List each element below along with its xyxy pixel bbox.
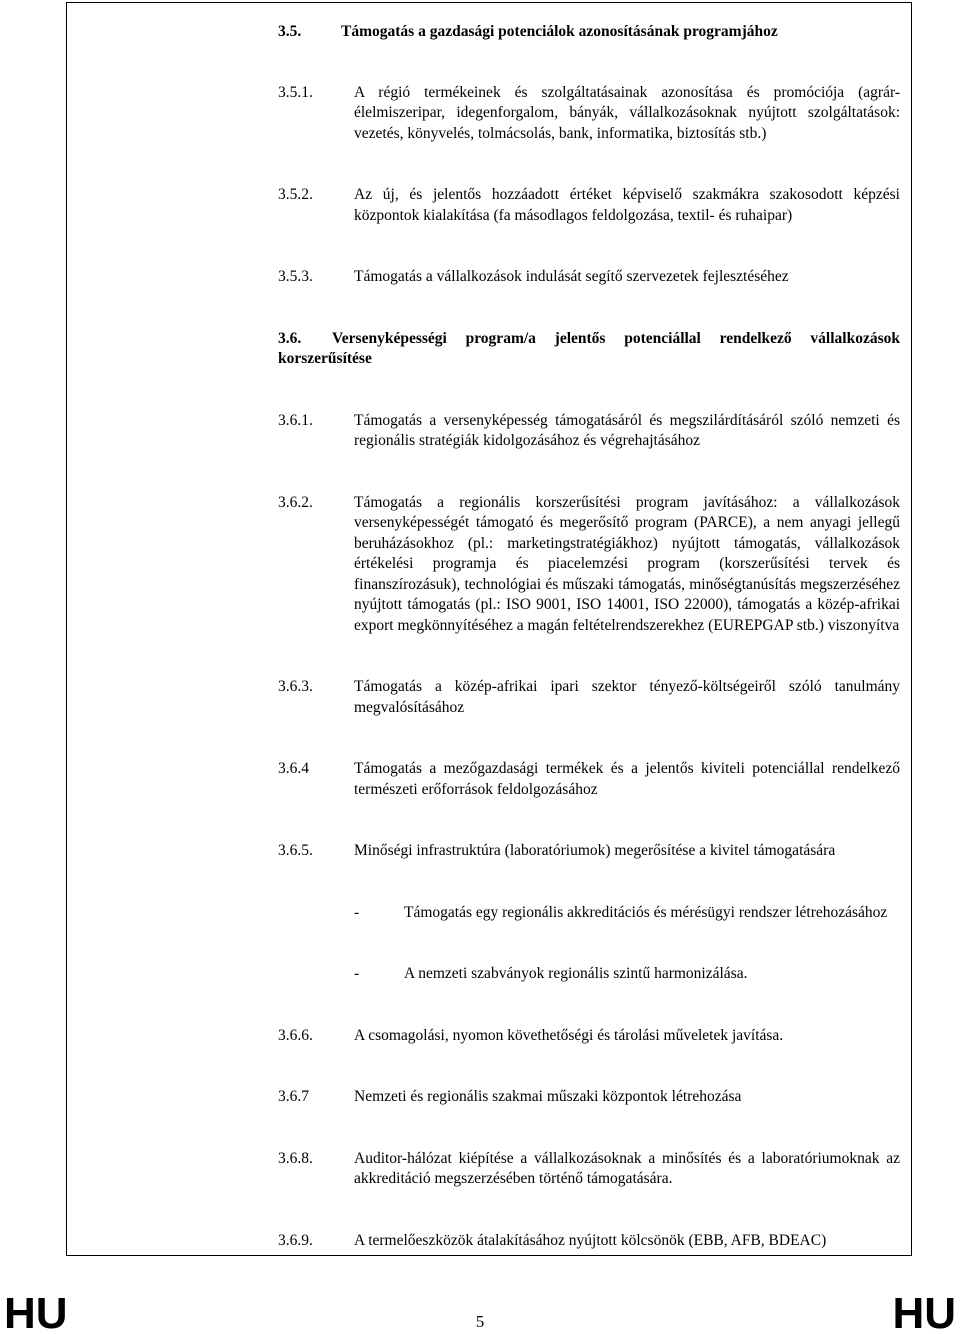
item-number: 3.5.1. (278, 83, 313, 101)
bullet-item (278, 903, 900, 924)
item-text: Auditor-hálózat kiépítése a vállalkozásoknak a minősítés és a laboratóriumoknak az akkreditáció megszerzésében történő támogatására. (354, 1149, 900, 1187)
section-number: 3.5. (278, 23, 302, 40)
bullet-dash: - (354, 965, 360, 982)
item-number: 3.6.4 (278, 760, 309, 777)
list-item (278, 1087, 900, 1108)
item-number: 3.6.7 (278, 1088, 309, 1105)
list-item (278, 841, 900, 862)
item-text: A csomagolási, nyomon követhetőségi és tárolási műveletek javítása. (354, 1026, 784, 1044)
list-item (278, 185, 900, 226)
footer-country-code-left: HU (4, 1289, 68, 1334)
list-item (278, 1026, 900, 1047)
item-number: 3.5.2. (278, 186, 313, 203)
item-text: Minőségi infrastruktúra (laboratóriumok) megerősítése a kivitel támogatására (354, 842, 836, 859)
item-number: 3.6.2. (278, 493, 313, 511)
item-number: 3.6.6. (278, 1026, 313, 1044)
list-item (278, 1149, 900, 1190)
item-text: Támogatás a közép-afrikai ipari szektor tényező-költségeiről szóló tanulmány megvalósításához (354, 678, 900, 716)
bullet-item (278, 964, 900, 985)
item-text: Támogatás a mezőgazdasági termékek és a jelentős kiviteli potenciállal rendelkező természeti erőforrások feldolgozásához (354, 760, 900, 798)
item-text: A termelőeszközök átalakításához nyújtott kölcsönök (EBB, AFB, BDEAC) (354, 1231, 827, 1249)
section-heading-3-5 (278, 22, 900, 43)
section-title: Versenyképességi program/a jelentős potenciállal rendelkező vállalkozások korszerűsítése (278, 329, 900, 367)
list-item (278, 411, 900, 452)
item-text: Nemzeti és regionális szakmai műszaki központok létrehozása (354, 1088, 742, 1105)
item-number: 3.6.3. (278, 678, 313, 695)
list-item (278, 677, 900, 718)
section-heading-3-6 (278, 329, 900, 370)
item-text: Támogatás a versenyképesség támogatásáról és megszilárdításáról szóló nemzeti és regionális stratégiák kidolgozásához és végrehajtásához (354, 411, 900, 449)
list-item (278, 493, 900, 637)
item-number: 3.6.9. (278, 1231, 313, 1249)
list-item (278, 1231, 900, 1252)
item-text: Az új, és jelentős hozzáadott értéket képviselő szakmákra szakosodott képzési központok kialakítása (fa másodlagos feldolgozása, textil- és ruhaipar) (354, 186, 900, 224)
page-number: 5 (475, 1312, 485, 1331)
item-text: Támogatás a regionális korszerűsítési program javításához: a vállalkozások versenyképességét támogató és megerősítő program (PARCE), a nem anyagi jellegű beruházásokhoz (pl.: marketingstratégiákhoz) nyújtott támogatás, vállalkozások értékelési programja és piacelemzési program (korszerűsítési tervek és finanszírozásuk), technológiai és műszaki támogatás, minőségtanúsítás megszerzéséhez nyújtott támogatás (pl.: ISO 9001, ISO 14001, ISO 22000), támogatás a közép-afrikai export megkönnyítéséhez a magán feltételrendszerekhez (EUREPGAP stb.) viszonyítva (354, 493, 900, 634)
section-number: 3.6. (278, 329, 302, 347)
item-number: 3.6.8. (278, 1149, 313, 1167)
list-item (278, 83, 900, 145)
item-text: A régió termékeinek és szolgáltatásainak azonosítása és promóciója (agrár-élelmiszeripar, idegenforgalom, bányák, vállalkozásoknak nyújtott szolgáltatások: vezetés, könyvelés, tolmácsolás, bank, informatika, biztosítás stb.) (354, 83, 900, 142)
footer-country-code-right: HU (892, 1289, 956, 1334)
item-text: Támogatás a vállalkozások indulását segítő szervezetek fejlesztéséhez (354, 268, 789, 285)
bullet-dash: - (354, 903, 360, 921)
item-number: 3.6.5. (278, 842, 313, 859)
item-number: 3.6.1. (278, 411, 313, 429)
document-body (278, 22, 900, 1251)
item-number: 3.5.3. (278, 268, 313, 285)
bullet-text: A nemzeti szabványok regionális szintű harmonizálása. (404, 965, 748, 982)
section-title: Támogatás a gazdasági potenciálok azonosításának programjához (341, 23, 778, 40)
bullet-text: Támogatás egy regionális akkreditációs és mérésügyi rendszer létrehozásához (404, 903, 888, 921)
list-item (278, 759, 900, 800)
list-item (278, 267, 900, 288)
